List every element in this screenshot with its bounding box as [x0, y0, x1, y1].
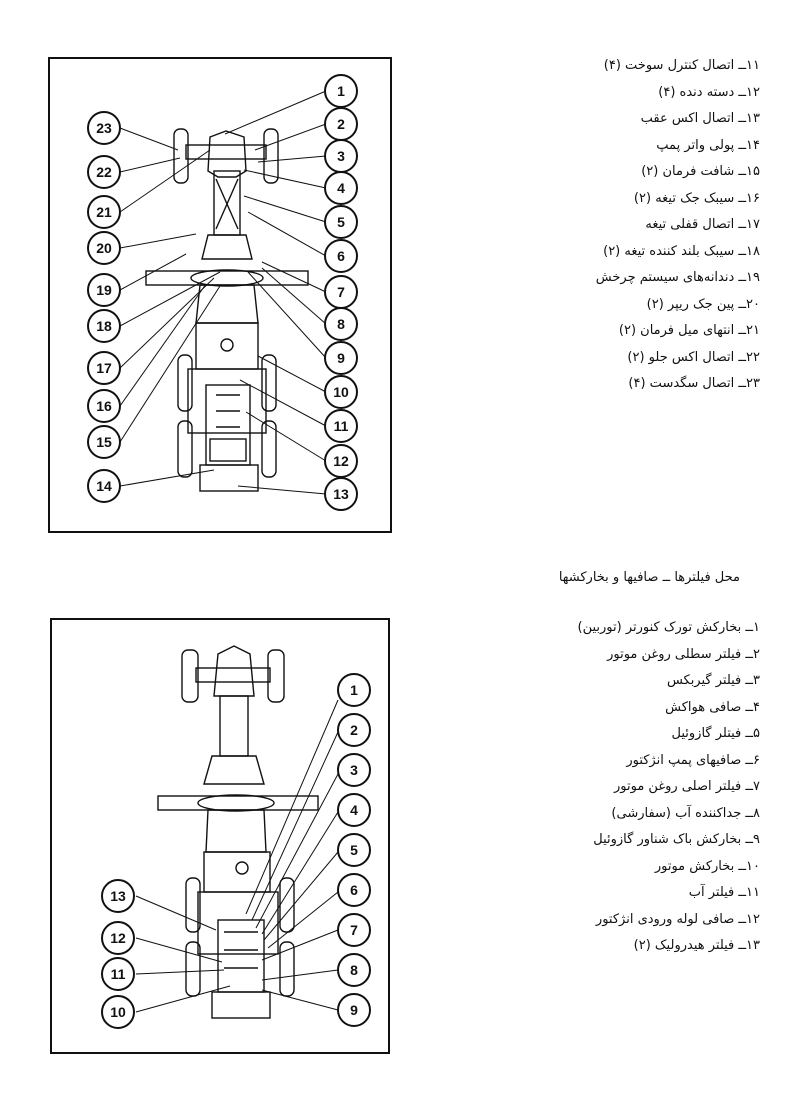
- callout-number: 10: [101, 995, 135, 1029]
- callout-number: 1: [337, 673, 371, 707]
- callout-number: 21: [87, 195, 121, 229]
- legend2-item: ۱ــ بخارکش تورک کنورتر (توربین): [577, 620, 760, 635]
- legend2-item: ۲ــ فیلتر سطلی روغن موتور: [607, 646, 760, 662]
- callout-number: 16: [87, 389, 121, 423]
- callout-number: 23: [87, 111, 121, 145]
- callout-number: 11: [101, 957, 135, 991]
- callout-number: 9: [337, 993, 371, 1027]
- callout-number: 4: [324, 171, 358, 205]
- callout-number: 13: [101, 879, 135, 913]
- legend1-item: ۱۸ــ سیبک بلند کننده تیغه (۲): [603, 243, 760, 259]
- callout-number: 4: [337, 793, 371, 827]
- legend2-item: ۶ــ صافیهای پمپ انژکتور: [626, 752, 760, 768]
- legend1-item: ۲۰ــ پین جک ریپر (۲): [646, 296, 760, 312]
- callout-number: 12: [101, 921, 135, 955]
- legend1-item: ۱۳ــ اتصال اکس عقب: [640, 111, 760, 126]
- legend1-item: ۲۲ــ اتصال اکس جلو (۲): [627, 349, 760, 365]
- callout-number: 10: [324, 375, 358, 409]
- legend1-item: ۲۱ــ انتهای میل فرمان (۲): [618, 323, 760, 338]
- callout-number: 11: [324, 409, 358, 443]
- callout-number: 22: [87, 155, 121, 189]
- legend-lubrication-points: [520, 58, 760, 398]
- legend1-item: ۱۹ــ دندانه‌های سیستم چرخش: [595, 270, 760, 285]
- callout-number: 14: [87, 469, 121, 503]
- callout-number: 13: [324, 477, 358, 511]
- legend2-item: ۱۲ــ صافی لوله ورودی انژکتور: [595, 911, 760, 927]
- callout-number: 20: [87, 231, 121, 265]
- legend1-item: ۱۵ــ شافت فرمان (۲): [641, 164, 760, 179]
- callout-number: 3: [324, 139, 358, 173]
- legend1-item: ۲۳ــ اتصال سگدست (۴): [628, 376, 760, 391]
- callout-number: 1: [324, 74, 358, 108]
- legend-filters: [500, 620, 760, 953]
- legend1-item: ۱۲ــ دسته دنده (۴): [658, 84, 760, 100]
- legend2-item: ۱۱ــ فیلتر آب: [688, 885, 760, 900]
- callout-number: 3: [337, 753, 371, 787]
- legend1-item: ۱۴ــ پولی واتر پمپ: [656, 137, 760, 153]
- callout-number: 19: [87, 273, 121, 307]
- legend1-item: ۱۱ــ اتصال کنترل سوخت (۴): [603, 58, 760, 73]
- callout-number: 15: [87, 425, 121, 459]
- legend2-item: ۸ــ جداکننده آب (سفارشی): [611, 805, 760, 821]
- legend2-item: ۵ــ فیتلر گازوئیل: [671, 726, 760, 741]
- callout-number: 6: [337, 873, 371, 907]
- callout-number: 18: [87, 309, 121, 343]
- callout-number: 7: [324, 275, 358, 309]
- section-2-title: محل فیلترها ــ صافیها و بخارکشها: [558, 570, 740, 585]
- legend2-item: ۴ــ صافی هواکش: [665, 699, 760, 715]
- legend2-item: ۳ــ فیلتر گیربکس: [666, 673, 760, 688]
- legend2-item: ۹ــ بخارکش باک شناور گازوئیل: [593, 832, 760, 847]
- legend2-item: ۱۳ــ فیلتر هیدرولیک (۲): [633, 938, 760, 953]
- callout-number: 5: [324, 205, 358, 239]
- callout-number: 8: [337, 953, 371, 987]
- legend2-item: ۱۰ــ بخارکش موتور: [654, 858, 760, 874]
- callout-number: 5: [337, 833, 371, 867]
- callout-number: 9: [324, 341, 358, 375]
- callout-number: 2: [337, 713, 371, 747]
- legend2-item: ۷ــ فیلتر اصلی روغن موتور: [614, 779, 760, 794]
- callout-number: 17: [87, 351, 121, 385]
- callout-number: 12: [324, 444, 358, 478]
- callout-number: 7: [337, 913, 371, 947]
- callout-number: 8: [324, 307, 358, 341]
- callout-number: 6: [324, 239, 358, 273]
- legend1-item: ۱۶ــ سیبک جک تیغه (۲): [633, 190, 760, 206]
- legend1-item: ۱۷ــ اتصال قفلی تیغه: [645, 217, 760, 232]
- callout-number: 2: [324, 107, 358, 141]
